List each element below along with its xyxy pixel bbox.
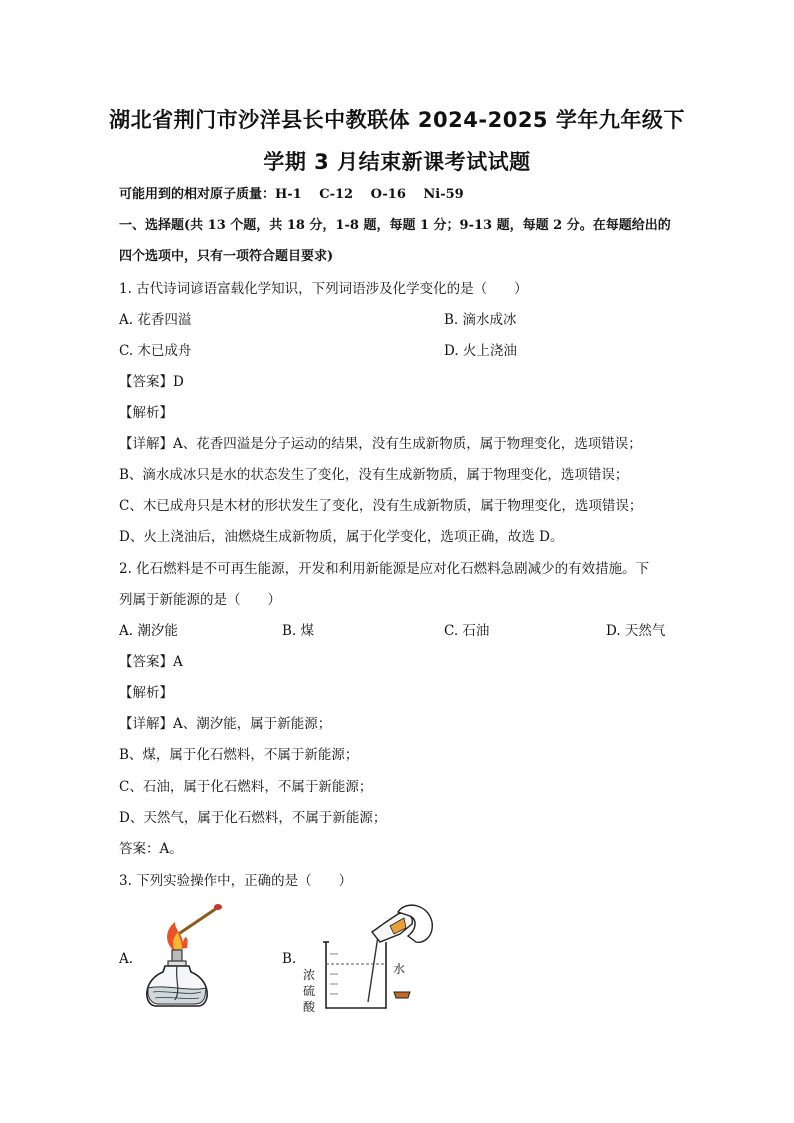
- acid-dilution-figure: [320, 902, 440, 1014]
- q2-option-a: A. 潮汐能: [119, 623, 178, 639]
- q2-detail-line: 【详解】A、潮汐能，属于新能源；: [119, 716, 332, 732]
- section-heading-line1: 一、选择题(共 13 个题，共 18 分，1-8 题，每题 1 分；9-13 题，每题 2 分。在每题给出的: [119, 218, 671, 233]
- acid-label-char: 硫: [303, 984, 316, 998]
- section-heading-line2: 四个选项中，只有一项符合题目要求): [119, 249, 334, 264]
- q1-detail-line: D、火上浇油后，油燃烧生成新物质，属于化学变化，选项正确，故选 D。: [119, 529, 564, 545]
- q2-detail-line: B、煤，属于化石燃料，不属于新能源；: [119, 747, 359, 763]
- q2-option-d: D. 天然气: [606, 623, 666, 639]
- q2-detail-line: 答案：A。: [119, 841, 183, 857]
- alcohol-lamp-figure: [135, 900, 230, 1012]
- q1-detail-line: C、木已成舟只是木材的形状发生了变化，没有生成新物质，属于物理变化，选项错误；: [119, 498, 643, 514]
- q2-option-c: C. 石油: [444, 623, 490, 639]
- q2-detail-line: D、天然气，属于化石燃料，不属于新能源；: [119, 810, 387, 826]
- q1-option-b: B. 滴水成冰: [444, 312, 517, 328]
- water-label: 水: [393, 962, 406, 976]
- acid-label-char: 酸: [303, 1000, 316, 1014]
- q2-answer: 【答案】A: [119, 654, 183, 670]
- q2-detail-line: C、石油，属于化石燃料，不属于新能源；: [119, 779, 373, 795]
- q2-analysis: 【解析】: [119, 685, 173, 701]
- q2-stem-line2: 列属于新能源的是（ ）: [119, 592, 281, 608]
- q1-analysis: 【解析】: [119, 405, 173, 421]
- q1-option-d: D. 火上浇油: [444, 343, 517, 359]
- q1-answer: 【答案】D: [119, 374, 184, 390]
- q3-stem: 3. 下列实验操作中，正确的是（ ）: [119, 873, 353, 889]
- q3-fig-a-label: A.: [119, 951, 134, 967]
- q1-detail-line: 【详解】A、花香四溢是分子运动的结果，没有生成新物质，属于物理变化，选项错误；: [119, 436, 642, 452]
- atomic-masses: 可能用到的相对原子质量：H-1 C-12 O-16 Ni-59: [119, 187, 464, 202]
- q1-detail-line: B、滴水成冰只是水的状态发生了变化，没有生成新物质，属于物理变化，选项错误；: [119, 467, 629, 483]
- q1-stem: 1. 古代诗词谚语富载化学知识，下列词语涉及化学变化的是（ ）: [119, 281, 528, 297]
- q2-stem-line1: 2. 化石燃料是不可再生能源，开发和利用新能源是应对化石燃料急剧减少的有效措施。下: [119, 561, 650, 577]
- acid-label-char: 浓: [303, 968, 316, 982]
- q1-option-c: C. 木已成舟: [119, 343, 192, 359]
- page-title-line1: 湖北省荆门市沙洋县长中教联体 2024-2025 学年九年级下: [109, 108, 685, 132]
- page-title-line2: 学期 3 月结束新课考试试题: [263, 150, 531, 174]
- q3-fig-b-label: B.: [282, 951, 297, 967]
- q1-option-a: A. 花香四溢: [119, 312, 192, 328]
- q2-option-b: B. 煤: [282, 623, 315, 639]
